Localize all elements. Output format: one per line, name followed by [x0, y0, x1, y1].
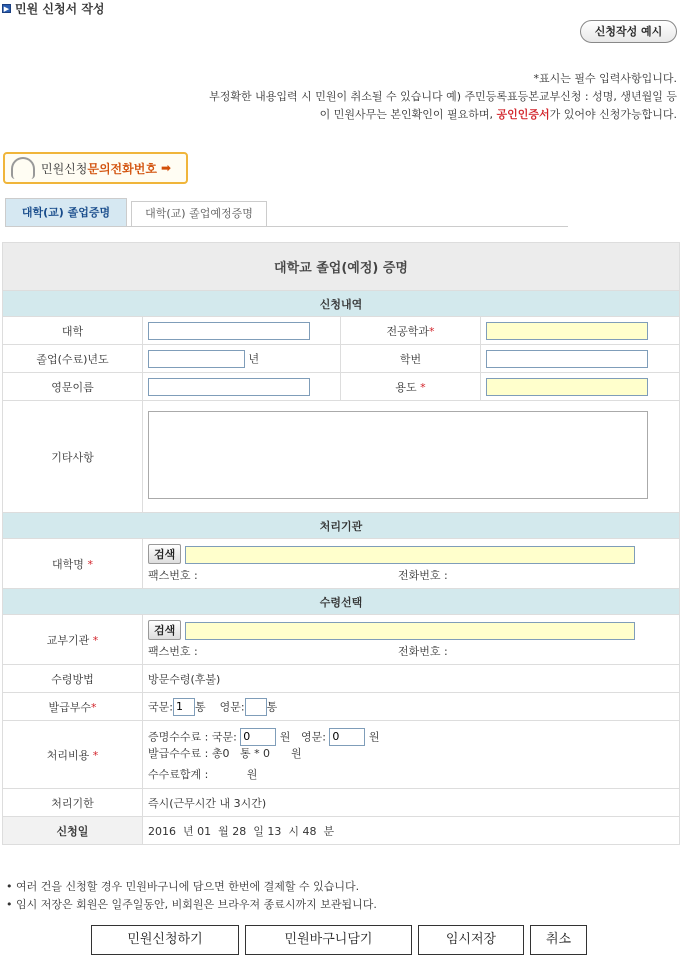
year-unit: 년: [248, 352, 260, 365]
kor-label: 국문:: [148, 700, 173, 713]
issue-search-button[interactable]: 검색: [148, 620, 181, 640]
fee-label: 처리비용 *: [3, 721, 143, 789]
notice-line3: 이 민원사무는 본인확인이 필요하며, 공인인증서가 있어야 신청가능합니다.: [319, 108, 677, 121]
section-application: 신청내역: [3, 291, 680, 317]
org-name-label: 대학명 *: [3, 539, 143, 589]
issue-org-input[interactable]: [185, 622, 635, 640]
univ-input[interactable]: [148, 322, 310, 340]
application-form: [2, 242, 680, 845]
grad-year-input[interactable]: [148, 350, 245, 368]
example-button[interactable]: 신청작성 예시: [580, 20, 677, 43]
etc-label: 기타사항: [3, 401, 143, 513]
deadline-value: 즉시(근무시간 내 3시간): [143, 789, 680, 817]
phone-link-label: 문의전화번호: [87, 161, 157, 176]
temp-save-button[interactable]: 임시저장: [418, 925, 524, 955]
org-fax: 팩스번호 :: [148, 569, 198, 582]
major-label: 전공학과*: [341, 317, 481, 345]
eng-name-label: 영문이름: [3, 373, 143, 401]
tab-expected-graduation[interactable]: 대학(교) 졸업예정증명: [131, 201, 267, 226]
fee-eng-won: 원: [368, 730, 380, 743]
etc-textarea[interactable]: [148, 411, 648, 499]
fee-eng-input[interactable]: [329, 728, 365, 746]
kor-copies-input[interactable]: [173, 698, 195, 716]
tab-graduation[interactable]: 대학(교) 졸업증명: [5, 198, 127, 226]
purpose-input[interactable]: [486, 378, 648, 396]
receive-method-label: 수령방법: [3, 665, 143, 693]
issue-tel: 전화번호 :: [398, 645, 448, 658]
univ-label: 대학: [3, 317, 143, 345]
eng-label: 영문:: [219, 700, 245, 713]
section-receive: 수령선택: [3, 589, 680, 615]
major-input[interactable]: [486, 322, 648, 340]
fee-total-text: 수수료합계 : 원: [148, 767, 258, 781]
apply-date-label: 신청일: [3, 817, 143, 845]
fee-kor-won: 원: [279, 730, 291, 743]
student-no-input[interactable]: [486, 350, 648, 368]
eng-unit: 통: [266, 700, 278, 713]
tab-bar: [5, 198, 568, 227]
apply-date-value: 2016 년 01 월 28 일 13 시 48 분: [143, 817, 680, 845]
purpose-label: 용도 *: [341, 373, 481, 401]
phone-inquiry-button[interactable]: [3, 152, 188, 184]
section-processing-org: 처리기관: [3, 513, 680, 539]
page-title: [2, 0, 105, 17]
form-heading: 대학교 졸업(예정) 증명: [3, 243, 680, 291]
org-search-button[interactable]: 검색: [148, 544, 181, 564]
arrow-right-icon: ➡: [160, 161, 171, 175]
add-basket-button[interactable]: 민원바구니담기: [245, 925, 412, 955]
headset-icon: [11, 157, 35, 179]
receive-method-value: 방문수령(후불): [143, 665, 680, 693]
org-name-input[interactable]: [185, 546, 635, 564]
apply-button[interactable]: 민원신청하기: [91, 925, 239, 955]
issue-fee-text: 발급수수료 : 총0 통 * 0 원: [148, 746, 302, 760]
copies-label: 발급부수*: [3, 693, 143, 721]
issue-org-label: 교부기관 *: [3, 615, 143, 665]
cert-fee-label: 증명수수료 : 국문:: [148, 730, 237, 743]
page-title-text: 민원 신청서 작성: [15, 2, 105, 16]
fee-kor-input[interactable]: [240, 728, 276, 746]
grad-year-label: 졸업(수료)년도: [3, 345, 143, 373]
deadline-label: 처리기한: [3, 789, 143, 817]
eng-name-input[interactable]: [148, 378, 310, 396]
eng-copies-input[interactable]: [245, 698, 267, 716]
fee-eng-label: 영문:: [300, 730, 326, 743]
required-notice: *표시는 필수 입력사항입니다.: [533, 72, 677, 85]
notice-line2: 부정확한 내용입력 시 민원이 취소될 수 있습니다 예) 주민등록표등본교부신청 : 성명, 생년월일 등: [209, 90, 677, 103]
footer-note-2: • 임시 저장은 회원은 일주일동안, 비회원은 브라우져 종료시까지 보관됩니다.: [6, 898, 377, 911]
arrow-icon: ▶: [3, 5, 10, 13]
footer-note-1: • 여러 건을 신청할 경우 민원바구니에 담으면 한번에 결제할 수 있습니다.: [6, 880, 360, 893]
student-no-label: 학번: [341, 345, 481, 373]
org-tel: 전화번호 :: [398, 569, 448, 582]
cancel-button[interactable]: 취소: [530, 925, 587, 955]
phone-label: 민원신청: [41, 161, 88, 176]
kor-unit: 통: [194, 700, 206, 713]
issue-fax: 팩스번호 :: [148, 645, 198, 658]
